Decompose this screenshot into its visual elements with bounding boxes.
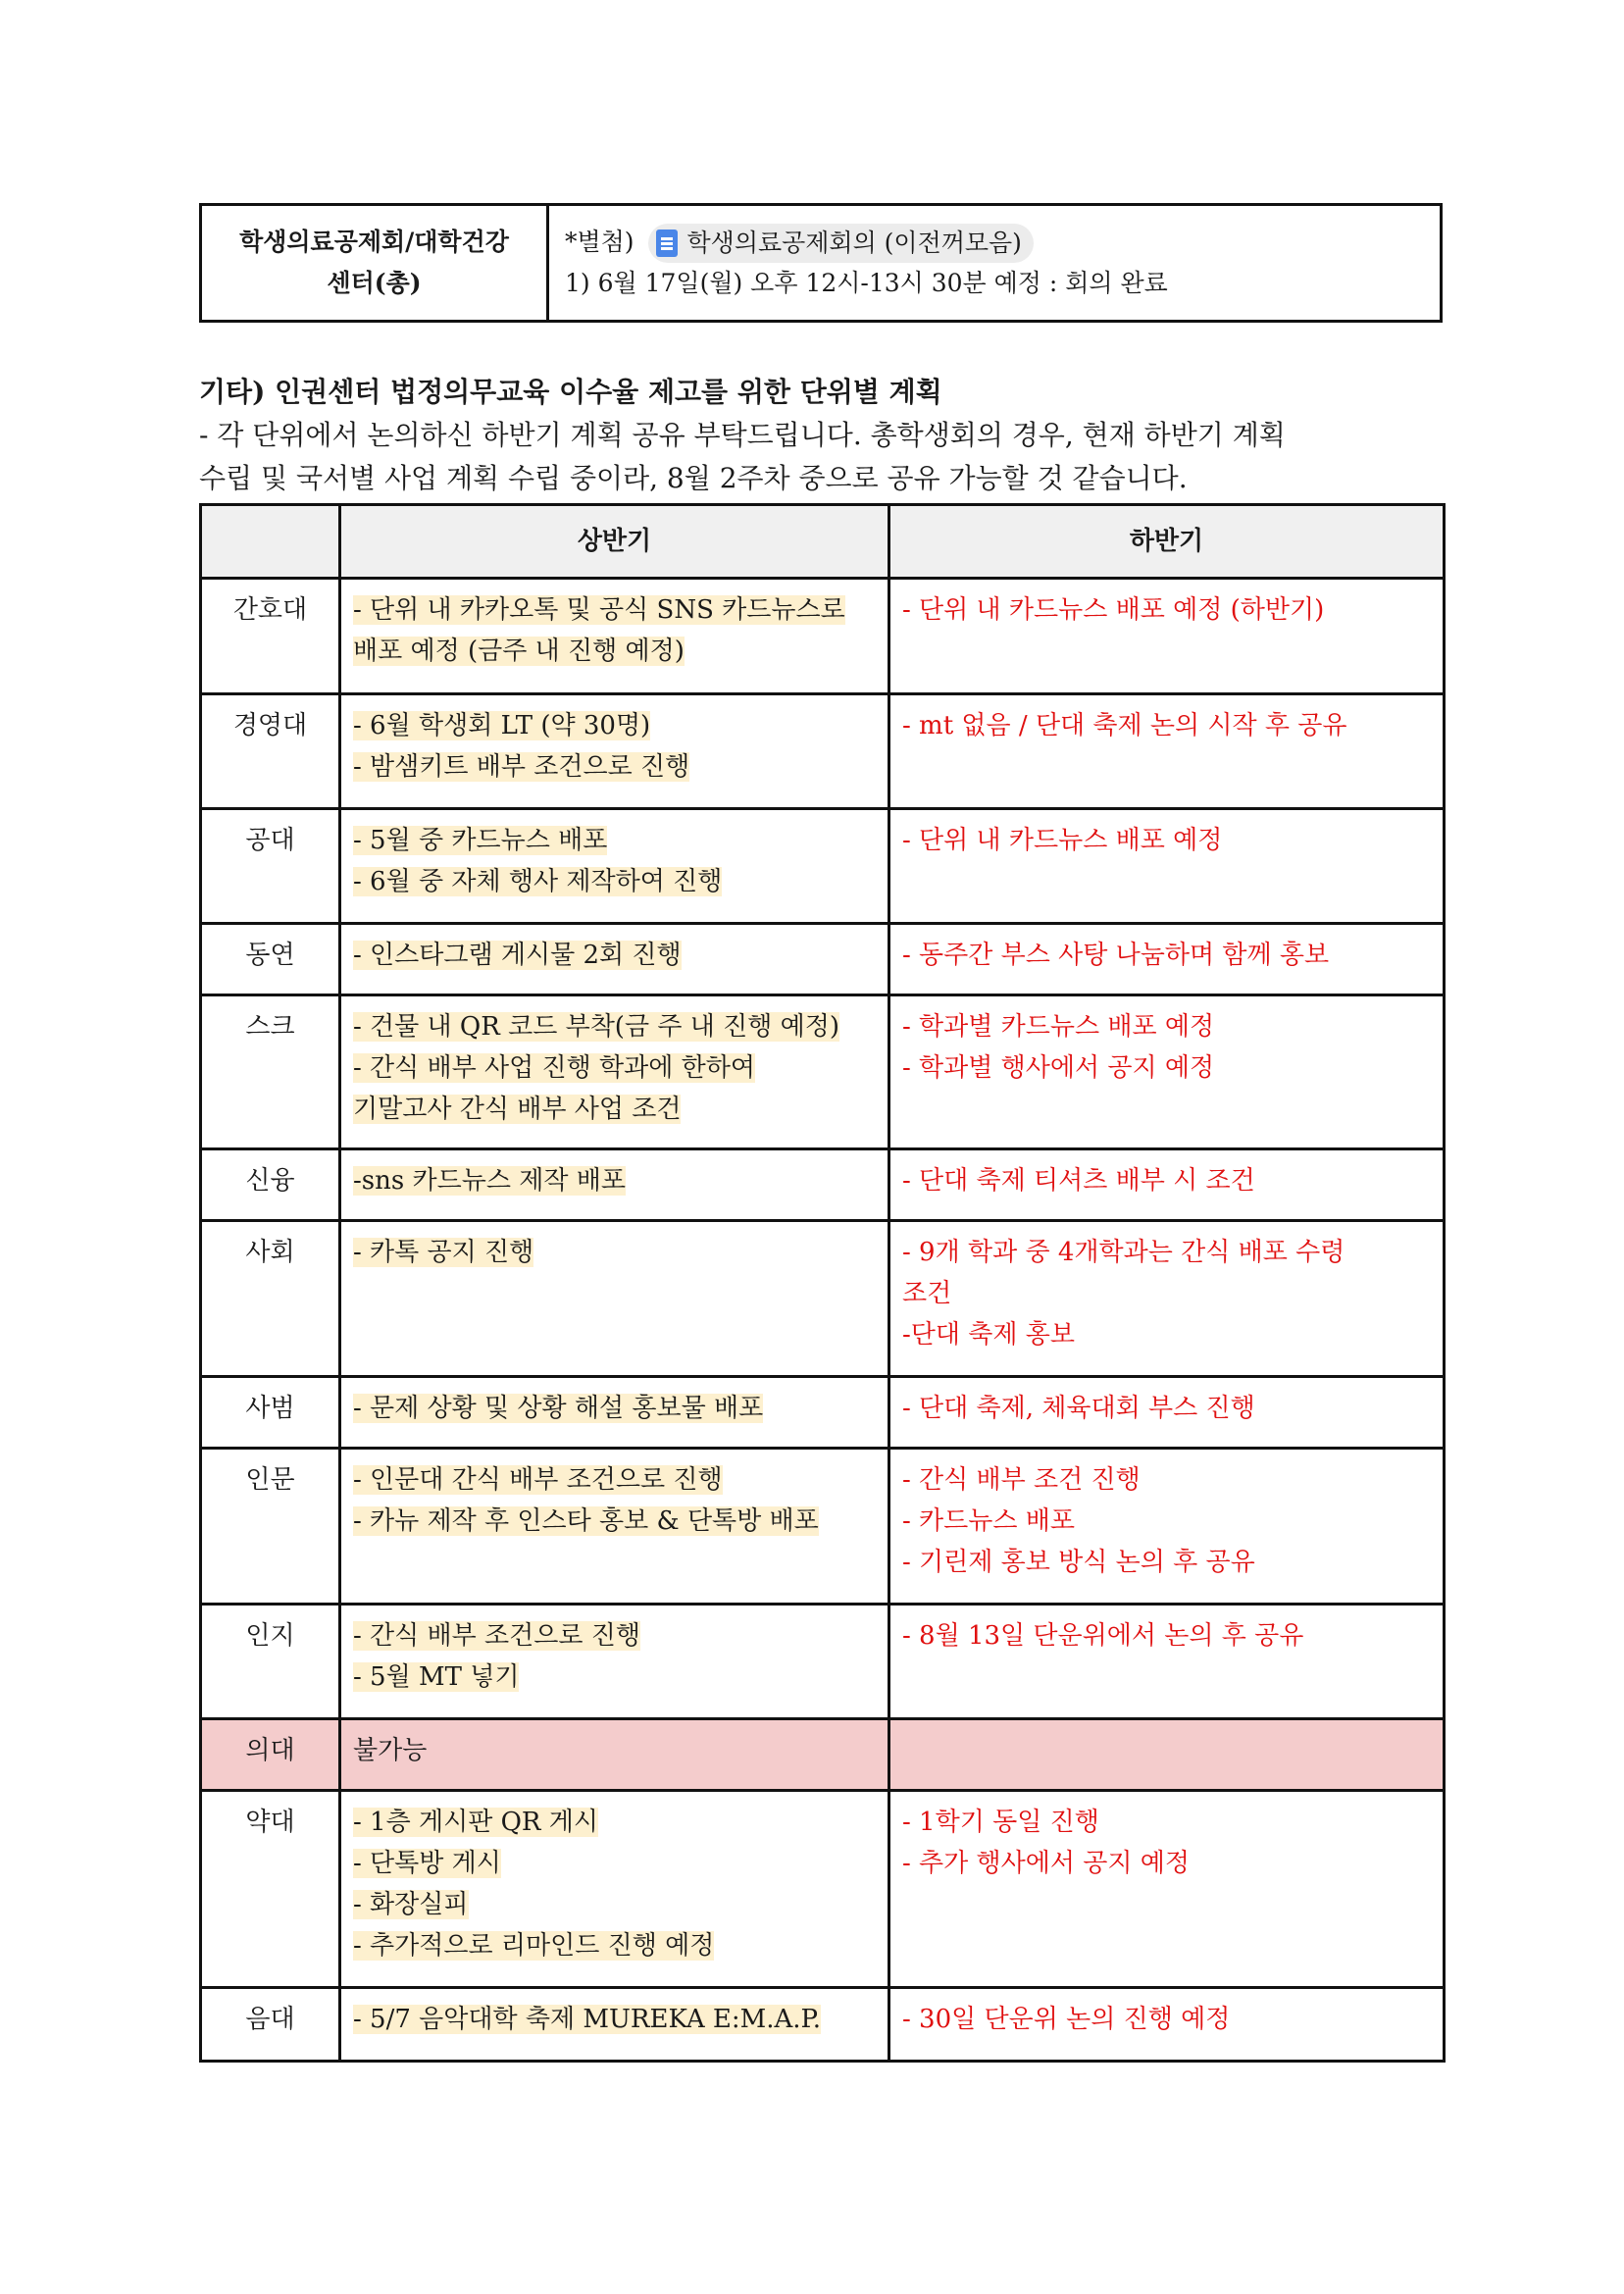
unit-name: 인지 bbox=[201, 1605, 340, 1719]
paragraph-line-1: - 각 단위에서 논의하신 하반기 계획 공유 부탁드립니다. 총학생회의 경우, 현재 하반기 계획 bbox=[199, 419, 1286, 451]
council-name-cell bbox=[201, 205, 548, 322]
first-half-line: 배포 예정 (금주 내 진행 예정) bbox=[353, 637, 685, 666]
meeting-note: 1) 6월 17일(월) 오후 12시-13시 30분 예정 : 회의 완료 bbox=[565, 269, 1168, 298]
google-docs-icon bbox=[656, 229, 678, 257]
header-second-half: 하반기 bbox=[889, 505, 1445, 579]
unit-name: 스크 bbox=[201, 995, 340, 1149]
first-half-line: - 단위 내 카카오톡 및 공식 SNS 카드뉴스로 bbox=[353, 595, 845, 625]
table-row bbox=[201, 579, 1445, 694]
attachment-doc-chip[interactable] bbox=[648, 224, 1034, 263]
first-half-line: - 인스타그램 게시물 2회 진행 bbox=[353, 941, 682, 970]
council-table bbox=[199, 203, 1443, 323]
table-row bbox=[201, 1988, 1445, 2062]
second-half-line: - 동주간 부스 사탕 나눔하며 함께 홍보 bbox=[902, 941, 1330, 970]
first-half-plan bbox=[340, 924, 889, 995]
second-half-line: - 단대 축제 티셔츠 배부 시 조건 bbox=[902, 1166, 1255, 1196]
second-half-line: - 8월 13일 단운위에서 논의 후 공유 bbox=[902, 1621, 1304, 1651]
unit-name: 약대 bbox=[201, 1791, 340, 1988]
second-half-line: - 추가 행사에서 공지 예정 bbox=[902, 1849, 1191, 1878]
first-half-line: - 추가적으로 리마인드 진행 예정 bbox=[353, 1931, 715, 1961]
table-row bbox=[201, 1377, 1445, 1449]
table-row bbox=[201, 1605, 1445, 1719]
first-half-plan bbox=[340, 1988, 889, 2062]
first-half-line: - 인문대 간식 배부 조건으로 진행 bbox=[353, 1465, 723, 1495]
table-row bbox=[201, 924, 1445, 995]
first-half-plan bbox=[340, 1791, 889, 1988]
first-half-plan bbox=[340, 1719, 889, 1791]
second-half-plan bbox=[889, 1449, 1445, 1605]
table-row bbox=[201, 809, 1445, 924]
second-half-plan bbox=[889, 995, 1445, 1149]
first-half-line: - 건물 내 QR 코드 부착(금 주 내 진행 예정) bbox=[353, 1012, 839, 1042]
unit-plan-table bbox=[199, 503, 1446, 2063]
second-half-line: - mt 없음 / 단대 축제 논의 시작 후 공유 bbox=[902, 711, 1347, 740]
second-half-line: - 1학기 동일 진행 bbox=[902, 1808, 1099, 1837]
second-half-plan bbox=[889, 1221, 1445, 1377]
first-half-line: - 6월 학생회 LT (약 30명) bbox=[353, 711, 651, 740]
first-half-line: 불가능 bbox=[353, 1736, 428, 1765]
unit-name: 사범 bbox=[201, 1377, 340, 1449]
first-half-line: - 카뉴 제작 후 인스타 홍보 & 단톡방 배포 bbox=[353, 1506, 819, 1536]
unit-name: 신융 bbox=[201, 1149, 340, 1221]
second-half-plan bbox=[889, 1605, 1445, 1719]
first-half-line: -sns 카드뉴스 제작 배포 bbox=[353, 1166, 626, 1196]
second-half-line: - 30일 단운위 논의 진행 예정 bbox=[902, 2005, 1231, 2034]
table-row bbox=[201, 1449, 1445, 1605]
header-first-half: 상반기 bbox=[340, 505, 889, 579]
second-half-plan bbox=[889, 1719, 1445, 1791]
first-half-line: - 카톡 공지 진행 bbox=[353, 1238, 534, 1267]
first-half-plan bbox=[340, 995, 889, 1149]
first-half-line: - 간식 배부 조건으로 진행 bbox=[353, 1621, 641, 1651]
council-name-line-2: 센터(총) bbox=[327, 269, 422, 297]
first-half-line: - 단톡방 게시 bbox=[353, 1849, 501, 1878]
second-half-line: - 간식 배부 조건 진행 bbox=[902, 1465, 1141, 1495]
second-half-line: - 단위 내 카드뉴스 배포 예정 bbox=[902, 826, 1223, 855]
header-empty bbox=[201, 505, 340, 579]
table-row bbox=[201, 1221, 1445, 1377]
first-half-line: 기말고사 간식 배부 사업 조건 bbox=[353, 1095, 682, 1124]
first-half-plan bbox=[340, 1221, 889, 1377]
second-half-line: -단대 축제 홍보 bbox=[902, 1320, 1076, 1350]
first-half-line: - 5/7 음악대학 축제 MUREKA E:M.A.P. bbox=[353, 2005, 822, 2034]
table-row bbox=[201, 1791, 1445, 1988]
unit-name: 간호대 bbox=[201, 579, 340, 694]
council-name-line-1: 학생의료공제회/대학건강 bbox=[239, 228, 509, 256]
unit-name: 경영대 bbox=[201, 694, 340, 809]
paragraph-line-2: 수립 및 국서별 사업 계획 수립 중이라, 8월 2주차 중으로 공유 가능할 것 같습니다. bbox=[199, 462, 1188, 494]
first-half-line: - 5월 MT 넣기 bbox=[353, 1662, 520, 1692]
first-half-plan bbox=[340, 1377, 889, 1449]
section-paragraph bbox=[199, 414, 1445, 500]
first-half-line: - 밤샘키트 배부 조건으로 진행 bbox=[353, 752, 690, 782]
second-half-plan bbox=[889, 1149, 1445, 1221]
second-half-line: - 단대 축제, 체육대회 부스 진행 bbox=[902, 1394, 1255, 1423]
first-half-plan bbox=[340, 1605, 889, 1719]
second-half-plan bbox=[889, 1377, 1445, 1449]
first-half-plan bbox=[340, 694, 889, 809]
first-half-plan bbox=[340, 1149, 889, 1221]
second-half-line: - 9개 학과 중 4개학과는 간식 배포 수령 bbox=[902, 1238, 1345, 1267]
first-half-line: - 문제 상황 및 상황 해설 홍보물 배포 bbox=[353, 1394, 764, 1423]
second-half-line: - 카드뉴스 배포 bbox=[902, 1506, 1076, 1536]
second-half-line: - 기린제 홍보 방식 논의 후 공유 bbox=[902, 1548, 1255, 1577]
unit-name: 동연 bbox=[201, 924, 340, 995]
table-row bbox=[201, 1719, 1445, 1791]
attachment-doc-title: 학생의료공제회의 (이전꺼모음) bbox=[686, 229, 1022, 258]
first-half-plan bbox=[340, 809, 889, 924]
table-row bbox=[201, 694, 1445, 809]
second-half-line: - 학과별 카드뉴스 배포 예정 bbox=[902, 1012, 1215, 1042]
second-half-plan bbox=[889, 1791, 1445, 1988]
table-row bbox=[201, 995, 1445, 1149]
first-half-line: - 5월 중 카드뉴스 배포 bbox=[353, 826, 608, 855]
second-half-line: - 학과별 행사에서 공지 예정 bbox=[902, 1053, 1215, 1083]
first-half-plan bbox=[340, 579, 889, 694]
second-half-line: - 단위 내 카드뉴스 배포 예정 (하반기) bbox=[902, 595, 1325, 625]
first-half-line: - 1층 게시판 QR 게시 bbox=[353, 1808, 598, 1837]
table-row bbox=[201, 1149, 1445, 1221]
first-half-line: - 화장실피 bbox=[353, 1890, 469, 1919]
unit-name: 의대 bbox=[201, 1719, 340, 1791]
council-notes-cell bbox=[548, 205, 1442, 322]
second-half-plan bbox=[889, 924, 1445, 995]
second-half-line: 조건 bbox=[902, 1279, 952, 1308]
first-half-line: - 6월 중 자체 행사 제작하여 진행 bbox=[353, 867, 723, 896]
second-half-plan bbox=[889, 809, 1445, 924]
attachment-prefix: *별첨) bbox=[565, 227, 634, 256]
second-half-plan bbox=[889, 694, 1445, 809]
first-half-plan bbox=[340, 1449, 889, 1605]
first-half-line: - 간식 배부 사업 진행 학과에 한하여 bbox=[353, 1053, 755, 1083]
unit-name: 공대 bbox=[201, 809, 340, 924]
second-half-plan bbox=[889, 1988, 1445, 2062]
unit-name: 사회 bbox=[201, 1221, 340, 1377]
unit-name: 음대 bbox=[201, 1988, 340, 2062]
section-heading: 기타) 인권센터 법정의무교육 이수율 제고를 위한 단위별 계획 bbox=[199, 376, 942, 408]
unit-name: 인문 bbox=[201, 1449, 340, 1605]
second-half-plan bbox=[889, 579, 1445, 694]
